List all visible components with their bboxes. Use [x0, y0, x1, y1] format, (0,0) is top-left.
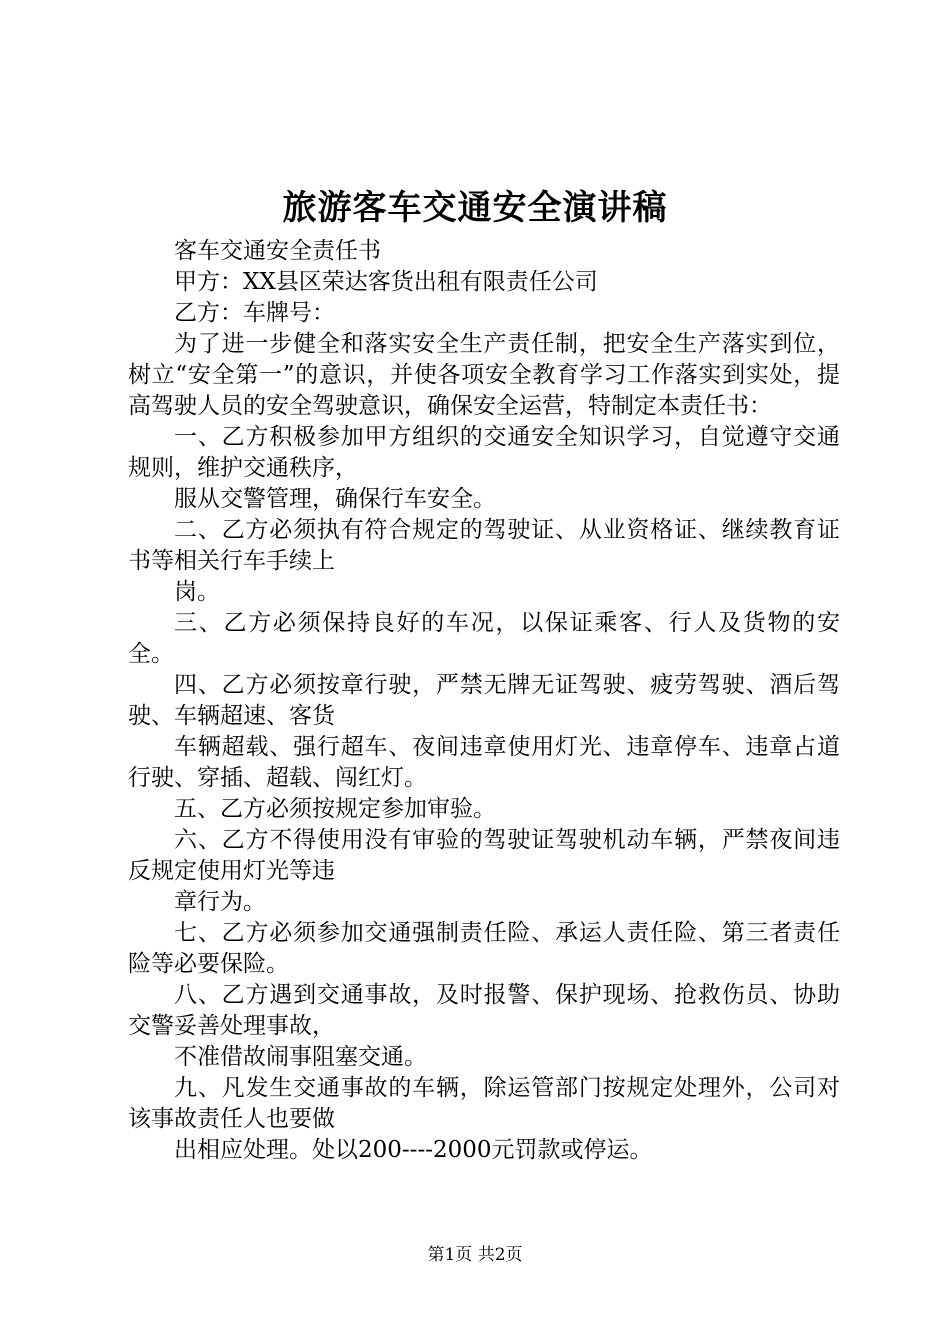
paragraph: 甲方：XX县区荣达客货出租有限责任公司	[174, 269, 598, 295]
paragraph: 为了进一步健全和落实安全生产责任制，把安全生产落实到位，树立“安全第一”的意识，并使各项安全教育学习工作落实到实处，提高驾驶人员的安全驾驶意识，确保安全运营，特制定本责任书：	[128, 331, 840, 419]
document-body	[128, 236, 840, 1166]
paragraph: 乙方：车牌号：	[174, 300, 335, 326]
paragraph: 不准借故闹事阻塞交通。	[174, 1044, 427, 1070]
paragraph: 二、乙方必须执有符合规定的驾驶证、从业资格证、继续教育证书等相关行车手续上	[128, 517, 840, 574]
paragraph: 车辆超载、强行超车、夜间违章使用灯光、违章停车、违章占道行驶、穿插、超载、闯红灯。	[128, 734, 840, 791]
page-title: 旅游客车交通安全演讲稿	[282, 188, 668, 228]
paragraph: 四、乙方必须按章行驶，严禁无牌无证驾驶、疲劳驾驶、酒后驾驶、车辆超速、客货	[128, 672, 840, 729]
paragraph: 七、乙方必须参加交通强制责任险、承运人责任险、第三者责任险等必要保险。	[128, 920, 840, 977]
page-footer: 第1页 共2页	[427, 1245, 523, 1265]
paragraph: 五、乙方必须按规定参加审验。	[174, 796, 496, 822]
paragraph: 九、凡发生交通事故的车辆，除运管部门按规定处理外，公司对该事故责任人也要做	[128, 1075, 840, 1132]
paragraph: 八、乙方遇到交通事故，及时报警、保护现场、抢救伤员、协助交警妥善处理事故，	[128, 982, 840, 1039]
paragraph: 六、乙方不得使用没有审验的驾驶证驾驶机动车辆，严禁夜间违反规定使用灯光等违	[128, 827, 840, 884]
paragraph: 三、乙方必须保持良好的车况，以保证乘客、行人及货物的安全。	[128, 610, 840, 667]
paragraph: 客车交通安全责任书	[174, 238, 381, 264]
paragraph: 出相应处理。处以200----2000元罚款或停运。	[174, 1137, 653, 1163]
paragraph: 服从交警管理，确保行车安全。	[174, 486, 496, 512]
paragraph: 岗。	[174, 579, 220, 605]
paragraph: 一、乙方积极参加甲方组织的交通安全知识学习，自觉遵守交通规则，维护交通秩序，	[128, 424, 840, 481]
paragraph: 章行为。	[174, 889, 266, 915]
